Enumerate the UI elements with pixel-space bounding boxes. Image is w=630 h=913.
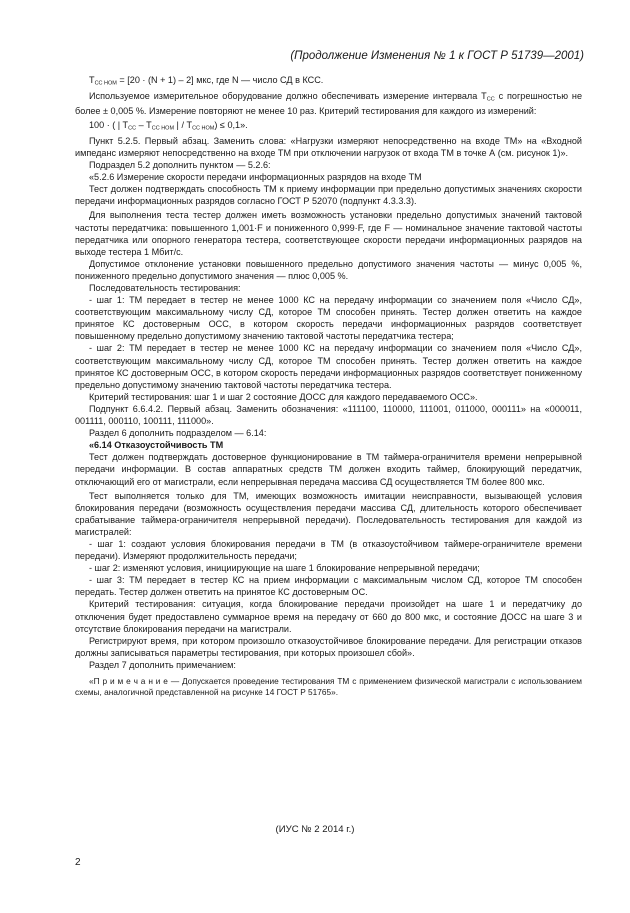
paragraph-measurement: Используемое измерительное оборудование должно обеспечивать измерение интервала $T_{СС}$ с погрешностью не более ± 0,005 %. Измерение повторяют не менее 10 раз. Критерий тестирования для каждого из измерений: bbox=[75, 90, 583, 117]
paragraph: Тест должен подтверждать способность ТМ к приему информации при предельно допустимых значениях скорости передачи информационных разрядов согласно ГОСТ Р 52070 (подпункт 4.3.3.3). bbox=[75, 184, 582, 207]
paragraph: Критерий тестирования: ситуация, когда блокирование передачи произойдет на шаге 1 и передатчику до отключения будет предоставлено суммарное время на передачу от 660 до 800 мкс, и состояние ДОСС на шаге 3 и отсутствие блокирования передачи на магистрали. bbox=[75, 599, 582, 634]
paragraph: Раздел 6 дополнить подразделом — 6.14: bbox=[89, 428, 267, 439]
page-number: 2 bbox=[75, 857, 81, 868]
paragraph: Последовательность тестирования: bbox=[89, 283, 241, 293]
list-item: - шаг 2: ТМ передает в тестер не менее 1000 КС на передачу информации со значением поля «Число СД», соответствующим максимальному числу СД, которое ТМ способен принять. Тестер должен ответить на каждое принятое КС достоверным ОСС, в котором скорость передачи информационных разрядов соответствует пониженному предельно допустимому значению тактовой частоты передатчика тестера. bbox=[75, 343, 582, 390]
paragraph: Для выполнения теста тестер должен иметь возможность установки предельно допустимых значений тактовой частоты передатчика: повышенного 1,001·F и пониженного 0,999·F, где F — номинальное значение тактовой частоты передатчика или опорного генератора тестера, соответствующее скорости передачи информационных разрядов на выходе тестера 1 Мбит/с. bbox=[75, 210, 582, 257]
paragraph: Тест должен подтверждать достоверное функционирование в ТМ таймера-ограничителя времени непрерывной передачи информации. В состав аппаратных средств ТМ должен входить таймер, блокирующий передатчик, отключающий его от магистрали, если непрерывная передача массива СД осуществляется ТМ более 800 мкс. bbox=[75, 452, 582, 487]
subsection-title: «5.2.6 Измерение скорости передачи информационных разрядов на входе ТМ bbox=[89, 172, 422, 183]
formula-tcc-nom: $T_{СС НОМ} = [20 \cdot (N + 1) - 2]$ мкс, где N — число СД в КСС. bbox=[89, 75, 324, 87]
list-item: - шаг 2: изменяют условия, инициирующие на шаге 1 блокирование непрерывной передачи; bbox=[89, 563, 480, 574]
section-title: «6.14 Отказоустойчивость ТМ bbox=[89, 440, 224, 451]
list-item: - шаг 3: ТМ передает в тестер КС на прием информации с максимальным числом СД, которое ТМ способен передать. Тестер должен ответить на принятое КС достоверным ОС. bbox=[75, 575, 582, 598]
paragraph: Допустимое отклонение установки повышенного предельно допустимого значения частоты — минус 0,005 %, пониженного предельно допустимого значения — плюс 0,005 %. bbox=[75, 258, 582, 281]
paragraph: Тест выполняется только для ТМ, имеющих возможность имитации неисправности, вызывающей условия блокирования передачи (возможность осуществления передачи массива СД, длительность которого обеспечивает срабатывание таймера-ограничителя непрерывной передачи). Последовательность тестирования для каждой из магистралей: bbox=[75, 490, 582, 537]
ius-reference: (ИУС № 2 2014 г.) bbox=[275, 824, 355, 835]
paragraph: Регистрируют время, при котором произошло отказоустойчивое блокирование передачи. Для регистрации отказов должны записываться параметры тестирования, при которых произошел сбой». bbox=[75, 635, 582, 658]
paragraph: Раздел 7 дополнить примечанием: bbox=[89, 659, 236, 670]
paragraph: Подраздел 5.2 дополнить пунктом — 5.2.6: bbox=[89, 160, 271, 171]
document-body bbox=[75, 74, 582, 698]
list-item: - шаг 1: создают условия блокирования передачи в ТМ (в отказоустойчивом таймере-ограничителе времени передачи). Измеряют продолжительность передачи; bbox=[75, 538, 582, 562]
note: «П р и м е ч а н и е — Допускается проведение тестирования ТМ с применением физической магистрали с использованием схемы, аналогичной представленной на рисунке 14 ГОСТ Р 51765». bbox=[75, 676, 582, 698]
list-item: - шаг 1: ТМ передает в тестер не менее 1000 КС на передачу информации со значением поля «Число СД», соответствующим максимальному числу СД, которое ТМ способен принять. Тестер должен ответить на каждое принятое КС достоверным ОСС, в котором скорость передачи информационных разрядов соответствует повышенному предельно допустимому значению тактовой частоты передатчика тестера; bbox=[75, 295, 582, 342]
formula-criterion: 100 · ( | $T_{СС} - T_{СС НОМ}$ | / $T_{СС НОМ}) \le 0,1$». bbox=[89, 120, 248, 132]
paragraph: Подпункт 6.6.4.2. Первый абзац. Заменить обозначения: «111100, 110000, 111001, 011000, 000111» на «000011, 001111, 000110, 100111, 111000». bbox=[75, 403, 582, 427]
paragraph: Критерий тестирования: шаг 1 и шаг 2 состояние ДОСС для каждого передаваемого ОСС». bbox=[89, 391, 478, 402]
continuation-header: (Продолжение Изменения № 1 к ГОСТ Р 51739—2001) bbox=[290, 50, 584, 62]
paragraph: Пункт 5.2.5. Первый абзац. Заменить слова: «Нагрузки измеряют непосредственно на входе ТМ» на «Входной импеданс измеряют непосредственно на входе ТМ при отключении нагрузок от входа ТМ в точке А (см. рисунок 1)». bbox=[75, 135, 582, 158]
